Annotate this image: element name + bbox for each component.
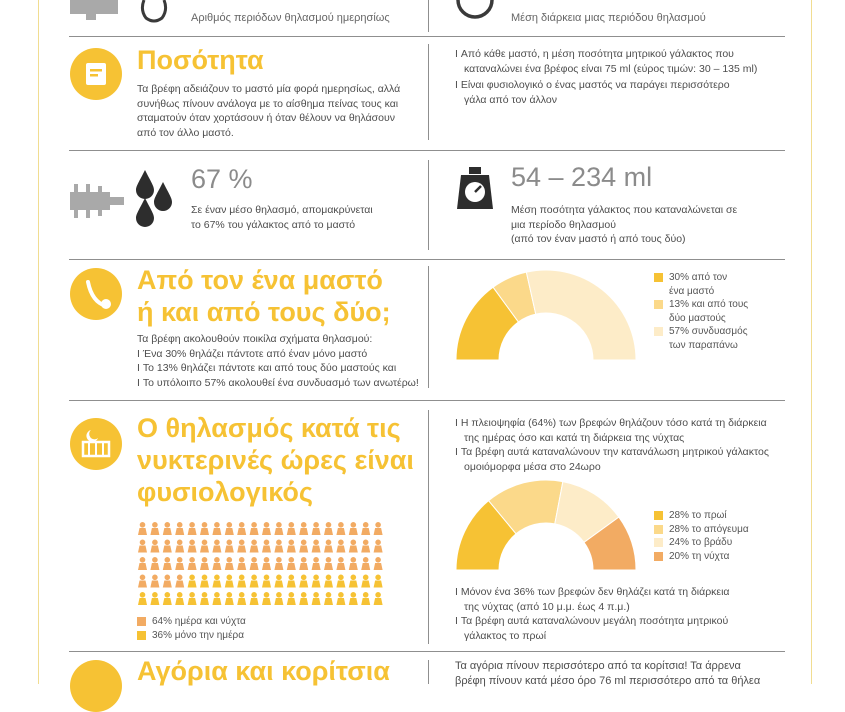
person-figure	[163, 540, 172, 553]
night-bullets-bottom: I Μόνον ένα 36% των βρεφών δεν θηλάζει κατά τη διάρκεια της νύχτας (από 10 μ.μ. έως 4 π.μ.) I Τα βρέφη αυτά καταναλώνουν μεγάλη ποσότητα μητρικού γάλακτος το πρωί	[455, 586, 730, 642]
clock-icon	[455, 0, 495, 20]
feeding-icon	[70, 268, 122, 320]
duration-caption: Μέση διάρκεια μιας περιόδου θηλασμού	[511, 12, 706, 24]
person-figure	[374, 557, 383, 570]
person-figure	[361, 522, 370, 535]
person-figure	[374, 575, 383, 588]
person-figure	[200, 557, 209, 570]
breast-badge	[70, 268, 122, 320]
person-figure	[150, 557, 159, 570]
breast-text: Τα βρέφη ακολουθούν ποικίλα σχήματα θηλασμού: I Ένα 30% θηλάζει πάντοτε από έναν μόνο μαστό I Το 13% θηλάζει πάντοτε και από τους δύο μαστούς και I Το υπόλοιπο 57% ακολουθεί ένα συνδυασμό των ανωτέρω!	[137, 333, 419, 389]
milk-volume-range: 54 – 234 ml	[511, 162, 653, 192]
crib-icon	[70, 418, 122, 470]
person-figure	[361, 592, 370, 605]
person-figure	[250, 575, 259, 588]
person-figure	[212, 557, 221, 570]
person-figure	[138, 557, 147, 570]
person-figure	[212, 592, 221, 605]
person-figure	[138, 592, 147, 605]
gender-badge	[70, 660, 122, 712]
person-figure	[336, 540, 345, 553]
person-figure	[336, 557, 345, 570]
divider	[428, 0, 429, 32]
person-figure	[299, 540, 308, 553]
divider	[69, 150, 785, 151]
milk-removed-percent: 67 %	[191, 164, 253, 194]
person-figure	[163, 557, 172, 570]
divider	[69, 259, 785, 260]
person-figure	[237, 540, 246, 553]
person-figure	[250, 540, 259, 553]
person-figure	[212, 540, 221, 553]
breastfeeding-sessions-icon	[68, 0, 176, 26]
person-figure	[262, 575, 271, 588]
time-of-day-chart	[455, 478, 637, 572]
person-figure	[361, 540, 370, 553]
person-figure	[324, 575, 333, 588]
person-figure	[175, 592, 184, 605]
person-figure	[138, 522, 147, 535]
person-figure	[250, 557, 259, 570]
divider	[428, 410, 429, 644]
person-figure	[287, 522, 296, 535]
person-figure	[274, 557, 283, 570]
person-figure	[287, 592, 296, 605]
person-figure	[150, 522, 159, 535]
person-figure	[237, 522, 246, 535]
person-figure	[250, 522, 259, 535]
divider	[428, 160, 429, 250]
person-figure	[212, 575, 221, 588]
person-figure	[324, 540, 333, 553]
person-figure	[349, 575, 358, 588]
person-figure	[188, 557, 197, 570]
person-figure	[349, 592, 358, 605]
person-figure	[200, 592, 209, 605]
person-figure	[299, 522, 308, 535]
person-figure	[163, 522, 172, 535]
breast-title: Από τον ένα μαστό ή και από τους δύο;	[137, 265, 391, 327]
scale-icon	[456, 167, 494, 209]
person-figure	[299, 557, 308, 570]
person-figure	[200, 522, 209, 535]
person-figure	[250, 592, 259, 605]
person-figure	[262, 592, 271, 605]
person-figure	[312, 522, 321, 535]
person-figure	[274, 592, 283, 605]
person-figure	[287, 575, 296, 588]
person-figure	[336, 575, 345, 588]
person-figure	[188, 522, 197, 535]
person-figure	[237, 575, 246, 588]
person-figure	[138, 540, 147, 553]
person-figure	[312, 540, 321, 553]
milk-volume-text: Μέση ποσότητα γάλακτος που καταναλώνεται σε μια περίοδο θηλασμού (από τον έναν μαστό ή από τους δύο)	[511, 204, 738, 246]
person-figure	[225, 557, 234, 570]
person-figure	[361, 557, 370, 570]
person-figure	[374, 522, 383, 535]
person-figure	[361, 575, 370, 588]
person-figure	[175, 540, 184, 553]
quantity-title: Ποσότητα	[137, 45, 264, 75]
person-figure	[312, 557, 321, 570]
person-figure	[262, 557, 271, 570]
person-figure	[175, 557, 184, 570]
person-figure	[225, 575, 234, 588]
person-figure	[336, 522, 345, 535]
breast-pump-icon	[68, 180, 128, 228]
person-figure	[175, 522, 184, 535]
person-figure	[200, 540, 209, 553]
divider	[69, 36, 785, 37]
person-figure	[374, 540, 383, 553]
person-figure	[274, 522, 283, 535]
drops-icon	[133, 168, 177, 230]
breast-pattern-chart	[455, 268, 637, 362]
person-figure	[237, 557, 246, 570]
person-figure	[287, 557, 296, 570]
person-figure	[150, 592, 159, 605]
person-figure	[312, 575, 321, 588]
night-badge	[70, 418, 122, 470]
person-figure	[175, 575, 184, 588]
person-figure	[237, 592, 246, 605]
person-figure	[212, 522, 221, 535]
person-figure	[150, 540, 159, 553]
person-figure	[225, 522, 234, 535]
person-figure	[188, 592, 197, 605]
person-figure	[287, 540, 296, 553]
divider	[69, 651, 785, 652]
people-grid	[136, 520, 386, 610]
person-figure	[299, 592, 308, 605]
quantity-bullets: I Από κάθε μαστό, η μέση ποσότητα μητρικού γάλακτος που καταναλώνει ένα βρέφος είναι 75 ml (εύρος τιμών: 30 – 135 ml) I Είναι φυσιολογικό ο ένας μαστός να παράγει περισσότερο γάλα από τον άλλον	[455, 48, 758, 106]
person-figure	[312, 592, 321, 605]
person-figure	[374, 592, 383, 605]
divider	[428, 266, 429, 388]
person-figure	[324, 522, 333, 535]
person-figure	[188, 540, 197, 553]
quantity-text: Τα βρέφη αδειάζουν το μαστό μία φορά ημερησίως, αλλά συνήθως πίνουν ανάλογα με το αίσθημα πείνας τους και σταματούν όταν χορτάσουν ή όταν θέλουν να θηλάσουν από τον άλλο μαστό.	[137, 83, 401, 139]
person-figure	[349, 522, 358, 535]
quantity-badge	[70, 48, 122, 100]
divider	[428, 44, 429, 140]
person-figure	[324, 557, 333, 570]
person-figure	[138, 575, 147, 588]
person-figure	[225, 592, 234, 605]
note-icon	[70, 48, 122, 100]
divider	[69, 400, 785, 401]
slice-combination	[526, 270, 636, 360]
breast-legend: 30% από τον ένα μαστό 13% και από τους δύο μαστούς 57% συνδυασμός των παραπάνω	[654, 271, 748, 352]
person-figure	[225, 540, 234, 553]
person-figure	[324, 592, 333, 605]
person-figure	[163, 575, 172, 588]
gender-title: Αγόρια και κορίτσια	[137, 656, 390, 686]
milk-removed-text: Σε έναν μέσο θηλασμό, απομακρύνεται το 67% του γάλακτος από το μαστό	[191, 204, 373, 231]
divider	[428, 660, 429, 684]
sessions-caption: Αριθμός περιόδων θηλασμού ημερησίως	[191, 12, 390, 24]
night-bullets-top: I Η πλειοψηφία (64%) των βρεφών θηλάζουν τόσο κατά τη διάρκεια της ημέρας όσο και κατά τη διάρκεια της νύχτας I Τα βρέφη αυτά καταναλώνουν την κατανάλωση μητρικού γάλακτος ομοιόμορφα μέσα στο 24ωρο	[455, 417, 769, 473]
night-title: Ο θηλασμός κατά τις νυκτερινές ώρες είναι φυσιολογικός	[137, 413, 414, 507]
person-figure	[163, 592, 172, 605]
person-figure	[274, 540, 283, 553]
person-figure	[349, 540, 358, 553]
person-figure	[262, 540, 271, 553]
person-figure	[200, 575, 209, 588]
person-figure	[299, 575, 308, 588]
person-figure	[349, 557, 358, 570]
person-figure	[262, 522, 271, 535]
person-figure	[150, 575, 159, 588]
night-legend: 28% το πρωί 28% το απόγευμα 24% το βράδυ 20% τη νύχτα	[654, 509, 749, 563]
person-figure	[274, 575, 283, 588]
gender-text: Τα αγόρια πίνουν περισσότερο από τα κορίτσια! Τα άρρενα βρέφη πίνουν κατά μέσο όρο 76 ml περισσότερο από τα θήλεα	[455, 660, 761, 687]
person-figure	[188, 575, 197, 588]
people-legend: 64% ημέρα και νύχτα 36% μόνο την ημέρα	[137, 615, 246, 642]
person-figure	[336, 592, 345, 605]
